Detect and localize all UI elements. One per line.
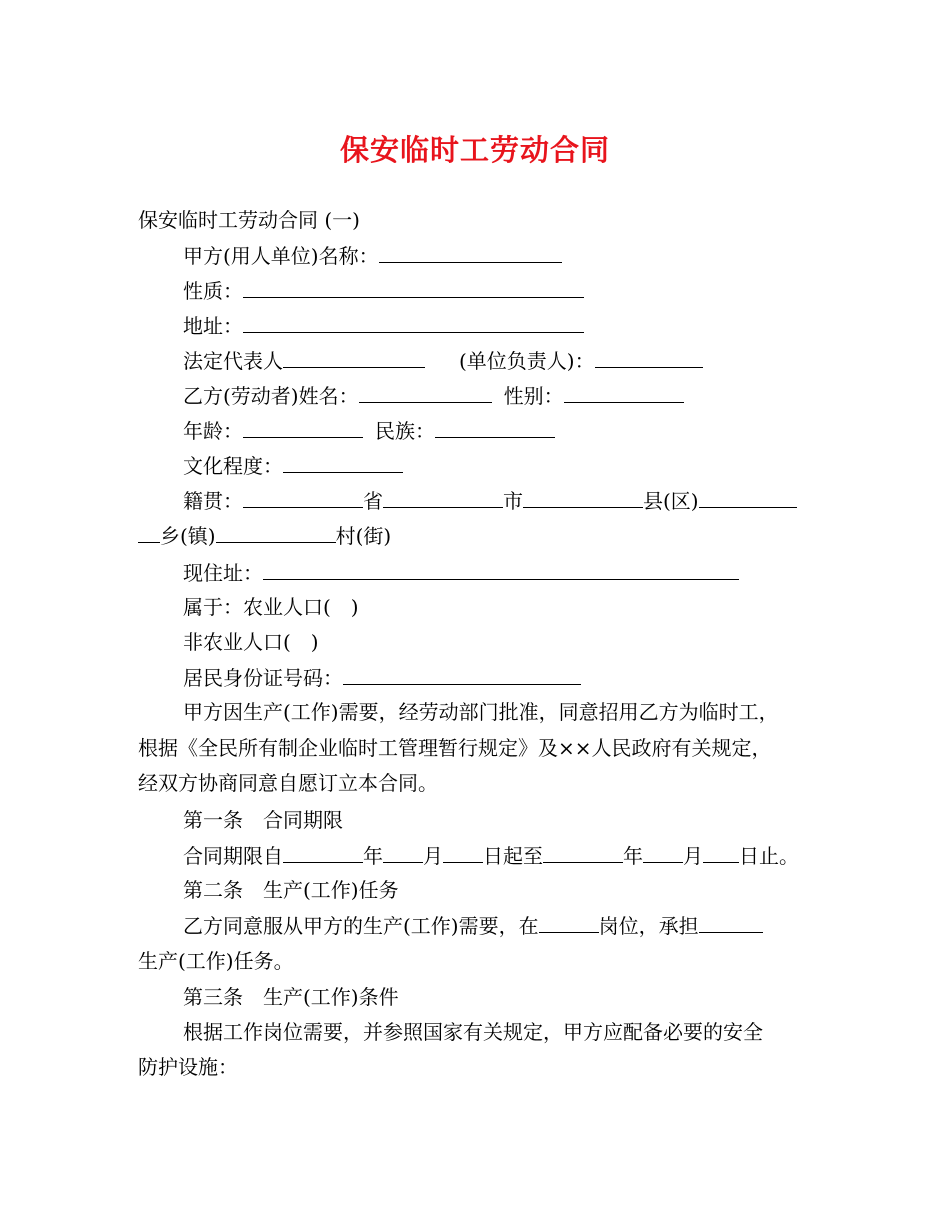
current-address-blank: [263, 557, 739, 580]
start-month-blank: [383, 840, 423, 863]
county-blank: [523, 485, 643, 508]
native-place-row: [183, 485, 797, 516]
paragraph-line-3: 经双方协商同意自愿订立本合同。: [138, 771, 438, 795]
start-month-label: 月: [423, 844, 443, 868]
article-3-heading: 第三条 生产(工作)条件: [183, 985, 399, 1009]
document-title: 保安临时工劳动合同: [339, 133, 610, 167]
ethnicity-blank: [435, 415, 555, 438]
township-row: [138, 520, 391, 551]
task-row: [183, 910, 763, 941]
task-blank: [699, 910, 763, 933]
post-label: 岗位，承担: [598, 914, 699, 938]
age-label: 年龄：: [183, 419, 243, 443]
id-number-label: 居民身份证号码：: [183, 666, 343, 690]
city-label: 市: [503, 489, 523, 513]
worker-name-row: [183, 380, 684, 411]
age-row: [183, 415, 555, 446]
responsible-person-blank: [595, 345, 703, 368]
province-label: 省: [363, 489, 383, 513]
address-label: 地址：: [183, 314, 243, 338]
current-address-row: [183, 557, 739, 588]
gender-blank: [564, 380, 684, 403]
end-day-label: 日止。: [739, 844, 799, 868]
village-blank: [216, 520, 336, 543]
employer-name-blank: [379, 240, 562, 263]
education-row: [183, 450, 403, 481]
agricultural-row: 属于：农业人口( ): [183, 595, 359, 619]
start-day-label: 日起至: [483, 844, 543, 868]
address-blank: [243, 310, 584, 333]
end-day-blank: [703, 840, 739, 863]
end-year-label: 年: [623, 844, 643, 868]
end-month-blank: [643, 840, 683, 863]
responsible-person-label: (单位负责人)：: [459, 349, 595, 373]
native-place-label: 籍贯：: [183, 489, 243, 513]
province-blank: [243, 485, 363, 508]
article-1-heading: 第一条 合同期限: [183, 808, 343, 832]
legal-rep-blank: [283, 345, 425, 368]
task-row-cont: 生产(工作)任务。: [138, 949, 294, 973]
paragraph-line-2: 根据《全民所有制企业临时工管理暂行规定》及××人民政府有关规定，: [138, 736, 772, 760]
start-year-blank: [283, 840, 363, 863]
term-from-label: 合同期限自: [183, 844, 283, 868]
township-label: 乡(镇): [160, 524, 216, 548]
city-blank: [383, 485, 503, 508]
education-label: 文化程度：: [183, 454, 283, 478]
nature-blank: [243, 275, 584, 298]
legal-rep-row: [183, 345, 703, 376]
employer-name-row: [183, 240, 562, 271]
education-blank: [283, 450, 403, 473]
conditions-line-1: 根据工作岗位需要，并参照国家有关规定，甲方应配备必要的安全: [183, 1020, 763, 1044]
nature-row: [183, 275, 584, 306]
article-2-heading: 第二条 生产(工作)任务: [183, 878, 399, 902]
post-blank: [539, 910, 599, 933]
gender-label: 性别：: [503, 384, 564, 408]
end-year-blank: [543, 840, 623, 863]
paragraph-line-1: 甲方因生产(工作)需要，经劳动部门批准，同意招用乙方为临时工，: [183, 700, 779, 724]
current-address-label: 现住址：: [183, 561, 263, 585]
start-day-blank: [443, 840, 483, 863]
county-label: 县(区): [643, 489, 699, 513]
task-label: 乙方同意服从甲方的生产(工作)需要，在: [183, 914, 539, 938]
county-trailing-blank: [699, 485, 797, 508]
age-blank: [243, 415, 363, 438]
contract-term-row: [183, 840, 799, 871]
worker-name-label: 乙方(劳动者)姓名：: [183, 384, 359, 408]
conditions-line-2: 防护设施：: [138, 1055, 238, 1079]
legal-rep-label: 法定代表人: [183, 349, 283, 373]
address-row: [183, 310, 584, 341]
ethnicity-label: 民族：: [375, 419, 435, 443]
non-agricultural-row: 非农业人口( ): [183, 630, 319, 654]
id-number-blank: [343, 662, 581, 685]
township-leading-blank: [138, 520, 160, 543]
id-number-row: [183, 662, 581, 693]
employer-name-label: 甲方(用人单位)名称：: [183, 244, 379, 268]
nature-label: 性质：: [183, 279, 243, 303]
subtitle: 保安临时工劳动合同 (一): [138, 208, 360, 232]
start-year-label: 年: [363, 844, 383, 868]
worker-name-blank: [359, 380, 492, 403]
village-label: 村(街): [335, 524, 392, 548]
end-month-label: 月: [683, 844, 703, 868]
